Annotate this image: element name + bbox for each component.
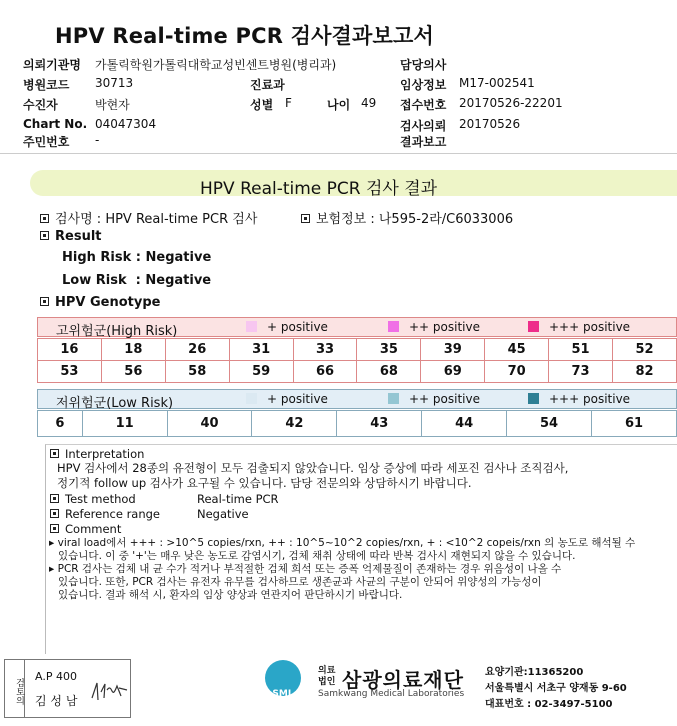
legend-plus1: + positive: [246, 392, 328, 406]
institution-code: 요양기관:11365200: [485, 667, 584, 678]
checkbox-icon: [40, 231, 49, 240]
org-name: 삼광의료재단: [342, 668, 464, 692]
genotype-cell: 59: [229, 361, 293, 383]
high-risk-label: 고위험군(High Risk): [56, 324, 178, 339]
genotype-cell: 66: [293, 361, 357, 383]
genotype-cell: 73: [549, 361, 613, 383]
genotype-cell: 18: [101, 339, 165, 361]
low-risk-table: [37, 410, 677, 437]
comment-line: ▸ viral load에서 +++ : >10^5 copies/rxn, ++ : 10^5~10^2 copies/rxn, + : <10^2 copeis/rxn 의 농도로 해석될 수: [49, 537, 636, 549]
genotype-row: [38, 361, 677, 383]
bullet-icon: ▸: [49, 563, 58, 575]
dept-label: 진료과: [250, 78, 285, 92]
checkbox-icon: [40, 214, 49, 223]
sml-logo-icon: SML: [265, 660, 301, 696]
genotype-cell: 35: [357, 339, 421, 361]
signature: [89, 678, 129, 706]
legend-swatch: [388, 321, 399, 332]
chart-value: 04047304: [95, 117, 157, 131]
doctor-label: 담당의사: [400, 58, 447, 72]
genotype-cell: 58: [165, 361, 229, 383]
legend-plus1: + positive: [246, 320, 328, 334]
legend-swatch: [246, 321, 257, 332]
reviewer-box: [4, 659, 131, 718]
genotype-cell: 70: [485, 361, 549, 383]
report-title: HPV Real-time PCR 검사결과보고서: [55, 24, 434, 48]
genotype-row: [38, 339, 677, 361]
comment-line: 있습니다. 또한, PCR 검사는 유전자 유무를 검사하므로 생존균과 사균의 구분이 안되어 위양성의 가능성이: [58, 576, 542, 588]
comment-line: 있습니다. 이 중 '+'는 매우 낮은 농도로 감염시기, 검체 채취 상태에 따라 반복 검사시 재현되지 않을 수 있습니다.: [58, 550, 576, 562]
genotype-cell: 11: [82, 411, 167, 437]
genotype-cell: 26: [165, 339, 229, 361]
legend-swatch: [246, 393, 257, 404]
patient-label: 수진자: [23, 98, 58, 112]
ap-code: A.P 400: [35, 670, 77, 683]
high-risk-table: [37, 338, 677, 383]
address: 서울특별시 서초구 양재동 9-60: [485, 683, 627, 694]
section-title: HPV Real-time PCR 검사 결과: [200, 179, 438, 199]
request-date-value: 20170526: [459, 117, 521, 131]
checkbox-icon: [301, 214, 310, 223]
interpretation-line: HPV 검사에서 28종의 유전형이 모두 검출되지 않았습니다. 임상 증상에 따라 세포진 검사나 조직검사,: [57, 461, 569, 475]
insurance-info: 보험정보 : 나595-2라/C6033006: [301, 208, 513, 227]
logo-corp: 의료 법인: [318, 666, 336, 687]
org-english: Samkwang Medical Laboratories: [318, 689, 465, 699]
comment-line: ▸ PCR 검사는 검체 내 균 수가 적거나 부적절한 검체 희석 또는 증폭 억제물질이 존재하는 경우 위음성이 나올 수: [49, 563, 562, 575]
institution-value: 가톨릭학원가톨릭대학교성빈센트병원(병리과): [95, 58, 337, 72]
legend-swatch: [528, 321, 539, 332]
test-name: 검사명 : HPV Real-time PCR 검사: [40, 208, 257, 227]
interpretation-line: 정기적 follow up 검사가 요구될 수 있습니다. 담당 전문의와 상담하시기 바랍니다.: [57, 476, 472, 490]
doctor-name: 김 성 남: [35, 694, 78, 708]
legend-plus2: ++ positive: [388, 392, 480, 406]
range-value: Negative: [197, 507, 249, 521]
age-value: 49: [361, 96, 377, 110]
hospital-code-label: 병원코드: [23, 78, 70, 92]
genotype-cell: 39: [421, 339, 485, 361]
request-date-label: 검사의뢰: [400, 119, 447, 133]
genotype-cell: 40: [167, 411, 252, 437]
result-heading: Result: [40, 229, 102, 244]
range-label: Reference range: [50, 507, 160, 521]
low-risk-result: Low Risk : Negative: [62, 273, 212, 288]
genotype-cell: 44: [422, 411, 507, 437]
genotype-cell: 51: [549, 339, 613, 361]
id-value: -: [95, 133, 100, 147]
genotype-cell: 33: [293, 339, 357, 361]
low-risk-header: [37, 389, 677, 409]
clinical-info-value: M17-002541: [459, 76, 535, 90]
legend-plus3: +++ positive: [528, 320, 630, 334]
receipt-label: 접수번호: [400, 98, 447, 112]
method-value: Real-time PCR: [197, 492, 279, 506]
high-risk-result: High Risk : Negative: [62, 250, 212, 265]
phone: 대표번호 : 02-3497-5100: [485, 699, 613, 710]
hospital-code-value: 30713: [95, 76, 134, 90]
genotype-row: [38, 411, 677, 437]
reviewer-stamp-label: 검토의: [5, 660, 25, 717]
interpretation-heading: Interpretation: [50, 447, 144, 461]
chart-label: Chart No.: [23, 117, 88, 131]
genotype-cell: 56: [101, 361, 165, 383]
report-label: 결과보고: [400, 135, 447, 149]
checkbox-icon: [50, 449, 59, 458]
genotype-cell: 68: [357, 361, 421, 383]
comment-line: 있습니다. 결과 해석 시, 환자의 임상 양상과 연관지어 판단하시기 바랍니다.: [58, 589, 403, 601]
genotype-cell: 53: [38, 361, 102, 383]
genotype-cell: 31: [229, 339, 293, 361]
id-label: 주민번호: [23, 135, 70, 149]
receipt-value: 20170526-22201: [459, 96, 563, 110]
legend-plus3: +++ positive: [528, 392, 630, 406]
legend-swatch: [388, 393, 399, 404]
checkbox-icon: [50, 509, 59, 518]
genotype-cell: 61: [592, 411, 677, 437]
high-risk-header: [37, 317, 677, 337]
bullet-icon: ▸: [49, 537, 58, 549]
divider: [0, 153, 677, 154]
comment-label: Comment: [50, 522, 121, 536]
method-label: Test method: [50, 492, 136, 506]
sex-value: F: [285, 96, 292, 110]
genotype-cell: 52: [613, 339, 677, 361]
legend-swatch: [528, 393, 539, 404]
sex-label: 성별: [250, 98, 274, 112]
genotype-cell: 45: [485, 339, 549, 361]
legend-plus2: ++ positive: [388, 320, 480, 334]
genotype-cell: 82: [613, 361, 677, 383]
genotype-cell: 43: [337, 411, 422, 437]
age-label: 나이: [327, 98, 351, 112]
low-risk-label: 저위험군(Low Risk): [56, 396, 174, 411]
genotype-heading: HPV Genotype: [40, 295, 160, 310]
patient-value: 박현자: [95, 98, 130, 112]
clinical-info-label: 임상정보: [400, 78, 447, 92]
genotype-cell: 69: [421, 361, 485, 383]
genotype-cell: 54: [507, 411, 592, 437]
genotype-cell: 42: [252, 411, 337, 437]
genotype-cell: 16: [38, 339, 102, 361]
institution-label: 의뢰기관명: [23, 58, 81, 72]
checkbox-icon: [40, 297, 49, 306]
checkbox-icon: [50, 524, 59, 533]
genotype-cell: 6: [38, 411, 83, 437]
checkbox-icon: [50, 494, 59, 503]
